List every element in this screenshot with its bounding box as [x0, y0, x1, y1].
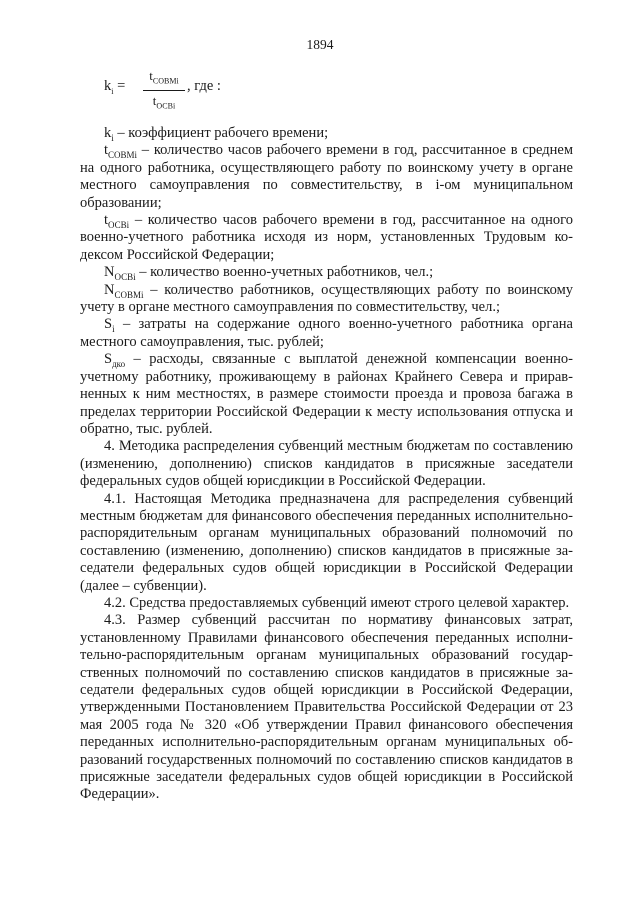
- definition-symbol: S: [104, 316, 113, 333]
- formula-numerator-base: t: [149, 68, 153, 83]
- definition-item: [80, 351, 573, 438]
- definition-item: [80, 212, 573, 264]
- formula-equals: =: [113, 78, 126, 94]
- formula-fraction: [143, 68, 185, 113]
- definition-subscript: СОВМi: [114, 289, 144, 300]
- formula-suffix: , где :: [187, 78, 221, 94]
- definition-item: [80, 142, 573, 212]
- definition-text: – количество часов рабочего времени в год, рассчитанное на одного военно-учетного работника исходя из норм, установленных Трудовым кодексом Российской Федерации;: [80, 212, 573, 263]
- definition-item: [80, 264, 573, 281]
- body-paragraph: 4.3. Размер субвенций рассчитан по нормативу финансовых затрат, установленному Правилами финансового обеспечения переданных исполнительно-распорядительным органам муниципальных образований государственных полномочий по составлению списков кандидатов в присяжные заседатели федеральных судов общей юрисдикции в Российской Федерации, утвержденными Постановлением Правительства Российской Федерации от 23 мая 2005 года № 320 «Об утверждении Правил финансового обеспечения переданных исполнительно-распорядительным органам муниципальных образований государственных полномочий по составлению списков кандидатов в присяжные заседатели федеральных судов общей юрисдикции в Российской Федерации».: [80, 612, 573, 803]
- formula-lhs-sub: i: [111, 86, 114, 96]
- definition-text: – количество часов рабочего времени в год, рассчитанное в среднем на одного работника, осуществляющего работу по воинскому учету в органе местного самоуправления по совместительству, в i-ом муниципальном образовании;: [80, 142, 573, 211]
- definition-subscript: СОВМi: [108, 150, 138, 161]
- definition-subscript: i: [112, 324, 115, 335]
- definition-symbol: N: [104, 281, 115, 298]
- definition-subscript: i: [111, 132, 114, 143]
- definition-text: – количество военно-учетных работников, чел.;: [135, 264, 434, 281]
- definition-symbol: t: [104, 142, 109, 159]
- body-paragraph: 4.1. Настоящая Методика предназначена для распределения субвенций местным бюджетам для финансового обеспечения переданных исполнительно-распорядительным органам муниципальных образований полномочий по составлению (изменению, дополнению) списков кандидатов в присяжные заседатели федеральных судов общей юрисдикции в Российской Федерации (далее – субвенции).: [80, 490, 573, 594]
- definition-text: – количество работников, осуществляющих работу по воинскому учету в органе местного самоуправления по совместительству, чел.;: [80, 281, 573, 316]
- definition-text: – расходы, связанные с выплатой денежной компенсации военноучетному работнику, проживающему в районах Крайнего Севера и приравненных к ним местностях, в размере стоимости проезда и провоза багажа в пределах территории Российской Федерации к месту использования отпуска и обратно, тыс. рублей.: [80, 351, 573, 437]
- definition-symbol: N: [104, 264, 115, 281]
- definition-subscript: ОСВi: [114, 272, 136, 283]
- definition-item: [80, 316, 573, 351]
- body-paragraph: 4. Методика распределения субвенций местным бюджетам по составлению (изменению, дополнению) списков кандидатов в присяжные заседатели федеральных судов общей юрисдикции в Российской Федерации.: [80, 438, 573, 490]
- definition-text: – затраты на содержание одного военно-учетного работника органа местного самоуправления, тыс. рублей;: [80, 316, 573, 350]
- formula-numerator: [143, 68, 185, 89]
- body-paragraph: 4.2. Средства предоставляемых субвенций имеют строго целевой характер.: [104, 594, 570, 611]
- formula-lhs-base: k: [104, 78, 112, 94]
- formula-denominator-sub: ОСВi: [156, 101, 176, 111]
- definition-symbol: k: [104, 125, 112, 141]
- formula-denominator-base: t: [152, 92, 157, 108]
- definition-item: [80, 125, 573, 142]
- fraction-bar: [143, 90, 185, 91]
- definition-subscript: ОСВi: [108, 219, 130, 230]
- definition-symbol: S: [104, 351, 113, 368]
- definitions-list: [80, 125, 573, 438]
- formula-numerator-sub: СОВМi: [152, 76, 179, 86]
- formula-denominator: [143, 93, 185, 114]
- definition-item: [80, 282, 573, 317]
- formula-lhs: [104, 78, 125, 96]
- definition-subscript: дко: [112, 359, 126, 370]
- definition-symbol: t: [104, 212, 109, 229]
- paragraphs: [80, 438, 573, 804]
- document-body: [80, 125, 573, 804]
- definition-text: – коэффициент рабочего времени;: [113, 125, 329, 141]
- page-number: 1894: [306, 37, 334, 52]
